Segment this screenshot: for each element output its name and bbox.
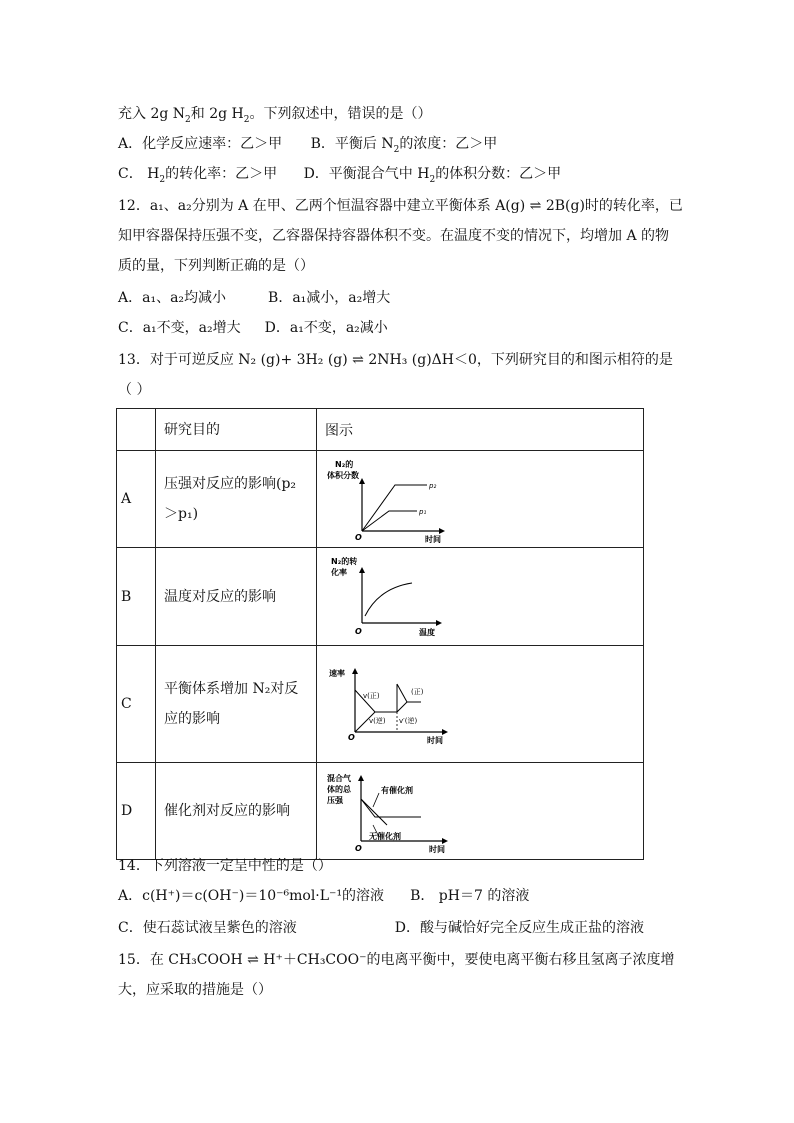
graph-a-curve-p1 <box>362 511 417 531</box>
graph-a-xaxis-arrow <box>439 528 445 534</box>
graph-c-curve-v2-forward <box>397 684 407 702</box>
graph-c-curve-v2-reverse <box>397 702 421 712</box>
row-purpose-a: 压强对反应的影响(p₂＞p₁) <box>156 451 317 548</box>
graph-d <box>317 763 635 855</box>
graph-cell-a <box>317 451 644 548</box>
graph-a-ylabel-1: N₂的 <box>335 460 354 469</box>
q11-option-c: C． $H_2$的转化率：乙＞甲 <box>118 166 278 185</box>
graph-a-xlabel: 时间 <box>425 535 441 543</box>
graph-cell-b <box>317 548 644 646</box>
q12-line3: 质的量，下列判断正确的是（） <box>118 258 314 274</box>
table-header-row <box>117 409 644 451</box>
graph-c-yaxis-arrow <box>352 668 358 674</box>
q14-options-cd <box>118 918 644 938</box>
q11-option-a: A．化学反应速率：乙＞甲 <box>118 136 283 152</box>
graph-d-origin: O <box>355 844 362 853</box>
graph-c-label-v2-forward: (正) <box>411 688 424 696</box>
graph-b-yaxis-arrow <box>359 567 365 573</box>
q12-options-cd <box>118 318 388 338</box>
q11-option-d: D．平衡混合气中 $H_2$的体积分数：乙＞甲 <box>303 166 562 185</box>
graph-b <box>317 548 635 641</box>
graph-d-yaxis-arrow <box>358 775 364 781</box>
graph-a-label-p2: p₂ <box>429 482 437 490</box>
table-header-cell <box>117 409 156 451</box>
graph-b-origin: O <box>355 627 362 636</box>
q13-line1: 13．对于可逆反应 N₂ (g)+ 3H₂ (g) ⇌ 2NH₃ (g)ΔH＜0，下列研究目的和图示相符的是 <box>118 352 673 368</box>
row-key-c: C <box>117 646 156 763</box>
graph-c <box>317 646 635 758</box>
graph-a <box>317 451 635 543</box>
q14-options-ab <box>118 886 529 906</box>
q14-option-b: B． pH＝7 的溶液 <box>410 888 530 904</box>
table-row <box>117 646 644 763</box>
q11-options-ab <box>118 134 497 154</box>
q12-option-c: C．a₁不变，a₂增大 <box>118 320 241 336</box>
graph-d-label-without: 无催化剂 <box>369 832 401 841</box>
graph-d-ylabel-1: 混合气 <box>327 774 351 783</box>
q13-table <box>116 408 644 860</box>
graph-c-label-v-forward: v(正) <box>363 692 380 700</box>
q12-line2: 知甲容器保持压强不变，乙容器保持容器体积不变。在温度不变的情况下，均增加 A 的物 <box>118 228 670 244</box>
row-key-b: B <box>117 548 156 646</box>
table-row <box>117 763 644 860</box>
q15-line1: 15．在 CH₃COOH ⇌ H⁺＋CH₃COO⁻的电离平衡中，要使电离平衡右移且氢离子浓度增 <box>118 952 675 968</box>
q14-option-a: A．c(H⁺)＝c(OH⁻)＝10⁻⁶mol·L⁻¹的溶液 <box>118 888 385 904</box>
row-purpose-d: 催化剂对反应的影响 <box>156 763 317 860</box>
graph-b-ylabel-1: N₂的转 <box>331 557 358 566</box>
q11-intro: 充入 2g $N_2$和 2g $H_2$。下列叙述中，错误的是（） <box>118 106 432 125</box>
row-key-d: D <box>117 763 156 860</box>
graph-d-xlabel: 时间 <box>429 845 445 854</box>
graph-c-ylabel: 速率 <box>329 669 345 678</box>
graph-d-xaxis-arrow <box>442 838 448 844</box>
graph-c-label-v-reverse: v(逆) <box>369 717 386 725</box>
table-row <box>117 451 644 548</box>
graph-a-origin: O <box>355 533 362 542</box>
row-purpose-b: 温度对反应的影响 <box>156 548 317 646</box>
q12-line1: 12．a₁、a₂分别为 A 在甲、乙两个恒温容器中建立平衡体系 A(g) ⇌ 2B(g)时的转化率，已 <box>118 198 683 214</box>
q11-options-cd <box>118 164 561 184</box>
graph-cell-c <box>317 646 644 763</box>
q14-option-c: C．使石蕊试液呈紫色的溶液 <box>118 920 297 936</box>
graph-a-label-p1: p₁ <box>419 508 427 516</box>
q15-line2: 大，应采取的措施是（） <box>118 982 272 998</box>
graph-c-xlabel: 时间 <box>427 736 443 745</box>
q12-option-d: D．a₁不变，a₂减小 <box>264 320 388 336</box>
q12-options-ab <box>118 288 390 308</box>
graph-cell-d <box>317 763 644 860</box>
header-graph: 图示 <box>317 409 644 451</box>
q12-option-a: A．a₁、a₂均减小 <box>118 290 227 306</box>
q11-option-b: B．平衡后 $N_2$的浓度：乙＞甲 <box>310 136 498 155</box>
q14-title: 14．下列溶液一定呈中性的是（） <box>118 858 332 874</box>
graph-b-xaxis-arrow <box>436 620 442 626</box>
graph-a-yaxis-arrow <box>359 478 365 484</box>
q14-option-d: D．酸与碱恰好完全反应生成正盐的溶液 <box>394 920 644 936</box>
graph-b-xlabel: 温度 <box>419 628 435 637</box>
graph-c-label-v2-reverse: v′(逆) <box>399 717 418 725</box>
graph-c-origin: O <box>348 733 355 742</box>
table-row <box>117 548 644 646</box>
row-purpose-c: 平衡体系增加 N₂对反应的影响 <box>156 646 317 763</box>
graph-d-pointer-with <box>373 793 379 807</box>
q12-option-b: B．a₁减小，a₂增大 <box>268 290 391 306</box>
graph-a-ylabel-2: 体积分数 <box>327 471 359 480</box>
graph-d-ylabel-3: 压强 <box>327 796 343 805</box>
graph-d-curve-without-catalyst <box>361 799 387 825</box>
graph-b-ylabel-2: 化率 <box>331 568 347 577</box>
q13-line2: （ ） <box>118 382 151 398</box>
graph-b-curve <box>365 583 412 616</box>
graph-c-xaxis-arrow <box>442 729 448 735</box>
graph-d-ylabel-2: 体的总 <box>327 785 351 794</box>
row-key-a: A <box>117 451 156 548</box>
header-purpose: 研究目的 <box>156 409 317 451</box>
graph-d-label-with: 有催化剂 <box>381 786 413 795</box>
